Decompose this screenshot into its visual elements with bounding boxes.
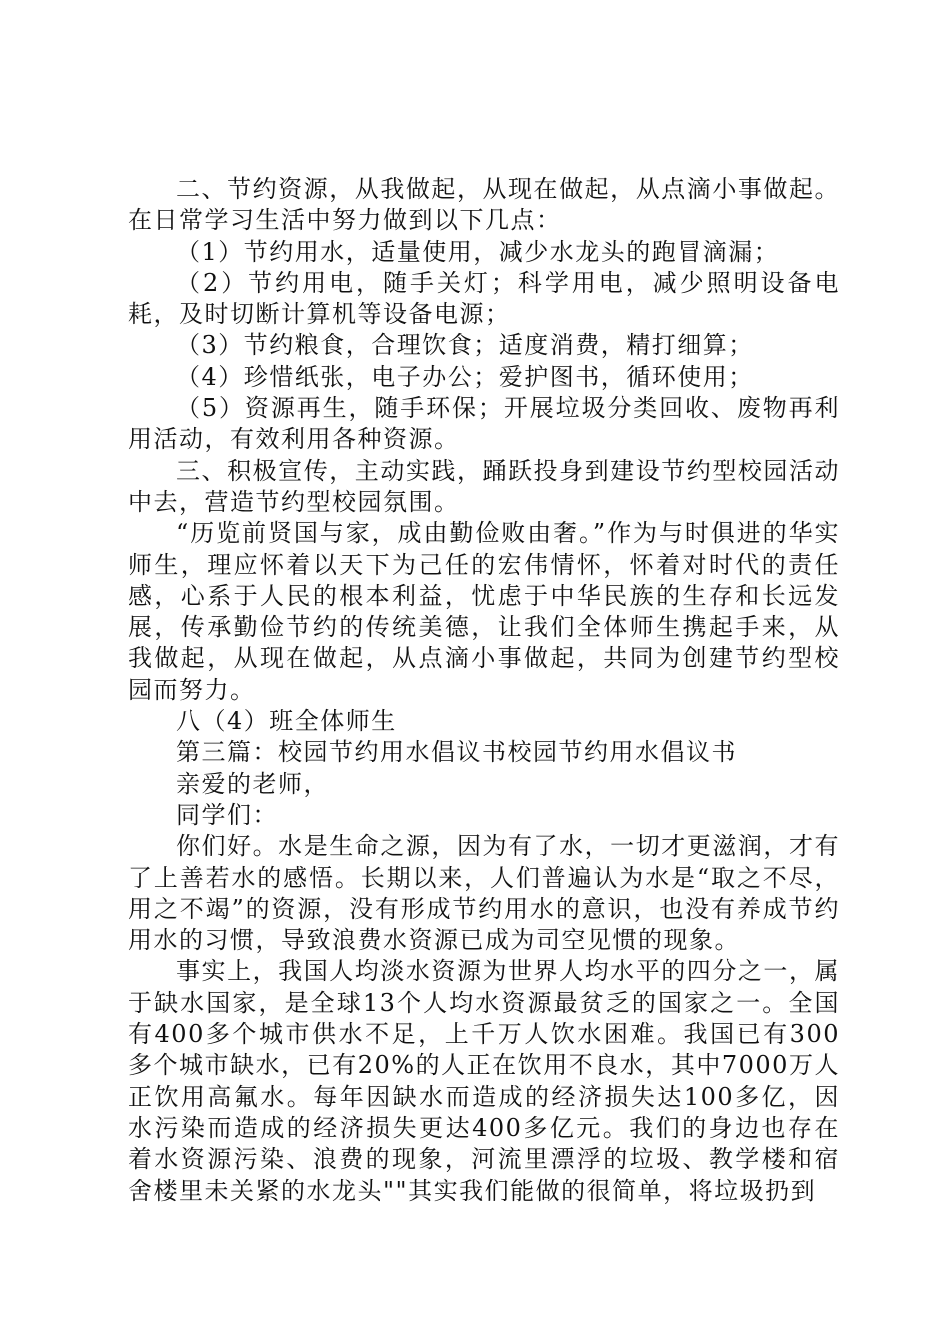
paragraph-item-recycling: （5）资源再生，随手环保；开展垃圾分类回收、废物再利用活动，有效利用各种资源。	[128, 394, 840, 454]
paragraph-item-water: （1）节约用水，适量使用，减少水龙头的跑冒滴漏；	[176, 237, 780, 266]
paragraph-resource-saving: 二、节约资源，从我做起，从现在做起，从点滴小事做起。在日常学习生活中努力做到以下几点：	[128, 175, 840, 235]
section-title: 第三篇：校园节约用水倡议书校园节约用水倡议书	[176, 738, 737, 767]
salutation-students: 同学们：	[176, 800, 278, 829]
paragraph-item-food: （3）节约粮食，合理饮食；适度消费，精打细算；	[176, 331, 754, 360]
salutation-teachers: 亲爱的老师，	[176, 769, 329, 798]
signature-line: 八（4）班全体师生	[176, 707, 397, 736]
paragraph-facts: 事实上，我国人均淡水资源为世界人均水平的四分之一，属于缺水国家，是全球13个人均水资源最贫乏的国家之一。全国有400多个城市供水不足，上千万人饮水困难。我国已有300多个城市缺水，已有20%的人正在饮用不良水，其中7000万人正饮用高氟水。每年因缺水而造成的经济损失达100多亿，因水污染而造成的经济损失更达400多亿元。我们的身边也存在着水资源污染、浪费的现象，河流里漂浮的垃圾、教学楼和宿舍楼里未关紧的水龙头""其实我们能做的很简单，将垃圾扔到	[128, 957, 840, 1205]
paragraph-publicity: 三、积极宣传，主动实践，踊跃投身到建设节约型校园活动中去，营造节约型校园氛围。	[128, 456, 840, 516]
paragraph-greeting: 你们好。水是生命之源，因为有了水，一切才更滋润，才有了上善若水的感悟。长期以来，人们普遍认为水是“取之不尽，用之不竭”的资源，没有形成节约用水的意识，也没有养成节约用水的习惯，导致浪费水资源已成为司空见惯的现象。	[128, 832, 840, 955]
paragraph-item-paper: （4）珍惜纸张，电子办公；爱护图书，循环使用；	[176, 362, 754, 391]
document-body	[128, 174, 840, 1207]
paragraph-quote: “历览前贤国与家，成由勤俭败由奢。”作为与时俱进的华实师生，理应怀着以天下为己任的宏伟情怀，怀着对时代的责任感，心系于人民的根本利益，忧虑于中华民族的生存和长远发展，传承勤俭节约的传统美德，让我们全体师生携起手来，从我做起，从现在做起，从点滴小事做起，共同为创建节约型校园而努力。	[128, 519, 840, 704]
paragraph-item-electricity: （2）节约用电，随手关灯；科学用电，减少照明设备电耗，及时切断计算机等设备电源；	[128, 268, 840, 329]
